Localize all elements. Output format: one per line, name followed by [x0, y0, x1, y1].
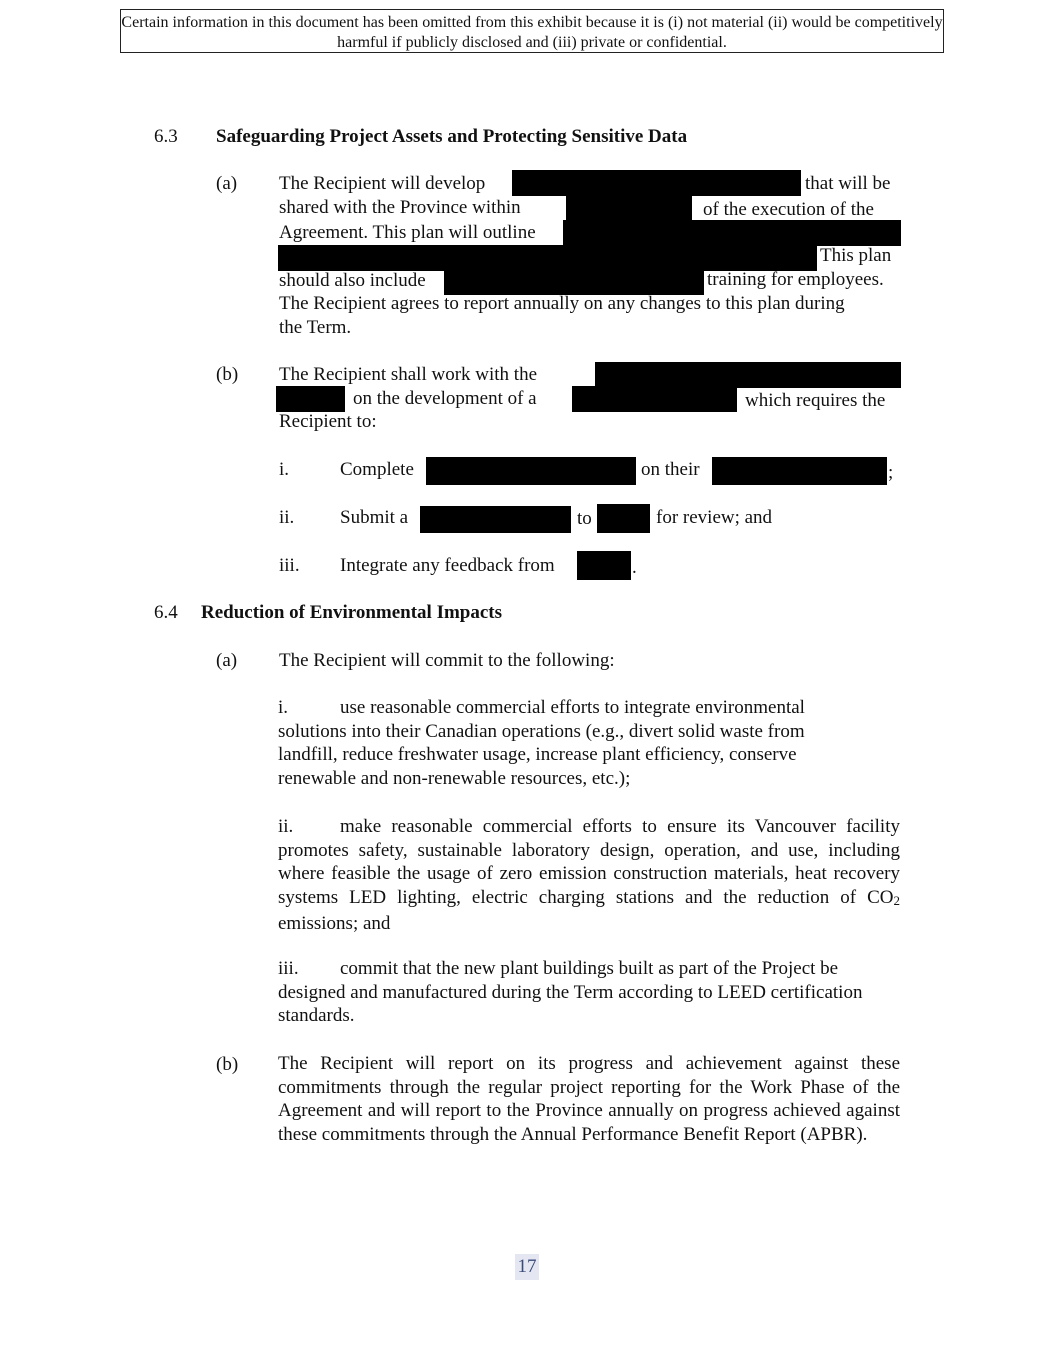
redaction-block: [563, 220, 901, 246]
commitment-item: [278, 957, 888, 1028]
sub-item-text: ;: [888, 462, 894, 483]
section-6-3-title: Safeguarding Project Assets and Protecting Sensitive Data: [216, 126, 688, 147]
section-6-3-number: 6.3: [154, 126, 178, 147]
clause-63a-line2b: of the execution of the: [703, 199, 874, 220]
page-number: 17: [515, 1254, 539, 1280]
clause-b-label: (b): [216, 364, 239, 385]
sub-item-text: Integrate any feedback from: [340, 555, 555, 576]
commitment-text: make reasonable commercial efforts to ensure its Vancouver facility promotes safety, sustainable laboratory design, operation, and use, including where feasible the usage of zero emission construction materials, heat recovery systems LED lighting, electric charging stations and the reduction of CO: [278, 816, 900, 908]
section-6-4-title: Reduction of Environmental Impacts: [201, 602, 503, 623]
clause-a-label: (a): [216, 173, 238, 194]
clause-63a-line6: The Recipient agrees to report annually on any changes to this plan during: [279, 293, 845, 314]
sub-item-number: i.: [279, 459, 290, 480]
commitment-tail: emissions; and: [278, 913, 391, 935]
clause-63b-line2b: which requires the: [745, 390, 886, 411]
commitment-number: i.: [278, 697, 289, 718]
commitment-item: [278, 696, 858, 790]
redaction-block: [572, 386, 737, 412]
sub-item-text: to: [577, 508, 592, 529]
clause-a-label: (a): [216, 650, 238, 671]
commitment-number: ii.: [278, 816, 294, 837]
sub-item-text: .: [632, 557, 637, 578]
sub-item-text: Complete: [340, 459, 414, 480]
clause-64a-intro: The Recipient will commit to the following:: [279, 650, 615, 671]
sub-item-text: for review; and: [656, 507, 773, 528]
clause-63a-line3a: Agreement. This plan will outline: [279, 222, 536, 243]
clause-63a-line7: the Term.: [279, 317, 352, 338]
clause-b-label: (b): [216, 1054, 239, 1075]
clause-63b-line1a: The Recipient shall work with the: [279, 364, 538, 385]
clause-63a-line1a: The Recipient will develop: [279, 173, 486, 194]
commitment-text: commit that the new plant buildings built as part of the Project be designed and manufactured during the Term according to LEED certification standards.: [278, 958, 863, 1027]
clause-63b-line3: Recipient to:: [279, 411, 377, 432]
section-6-4-number: 6.4: [154, 602, 178, 623]
sub-item-number: iii.: [279, 555, 300, 576]
clause-63a-line2a: shared with the Province within: [279, 197, 521, 218]
clause-64b-text: The Recipient will report on its progress and achievement against these commitments through the regular project reporting for the Work Phase of the Agreement and will report to the Province annually on progress achieved against these commitments through the Annual Performance Benefit Report (APBR).: [278, 1053, 900, 1145]
clause-63a-line4b: This plan: [820, 245, 892, 266]
clause-63a-line5b: training for employees.: [707, 269, 884, 290]
redaction-block: [566, 194, 692, 222]
sub-item-number: ii.: [279, 507, 295, 528]
redaction-block: [276, 386, 345, 412]
redaction-block: [426, 457, 636, 485]
redaction-block: [577, 551, 631, 580]
redaction-block: [420, 506, 571, 533]
commitment-text: use reasonable commercial efforts to integrate environmental solutions into their Canadian operations (e.g., divert solid waste from landfill, reduce freshwater usage, increase plant efficiency, conserve renewable and non-renewable resources, etc.);: [278, 697, 805, 789]
subscript-2: 2: [893, 892, 900, 908]
clause-63b-line2a: on the development of a: [353, 388, 537, 409]
redaction-block: [712, 457, 887, 485]
redaction-block: [595, 362, 901, 388]
sub-item-text: Submit a: [340, 507, 409, 528]
redaction-block: [512, 170, 801, 196]
confidentiality-notice: Certain information in this document has been omitted from this exhibit because it is (i) not material (ii) would be competitively harmful if publicly disclosed and (iii) private or confidential.: [120, 9, 944, 53]
commitment-number: iii.: [278, 958, 299, 979]
commitment-item: [278, 815, 900, 936]
redaction-block: [597, 504, 650, 533]
clause-63a-line5a: should also include: [279, 270, 426, 291]
sub-item-text: on their: [641, 459, 700, 480]
clause-63a-line1b: that will be: [805, 173, 891, 194]
